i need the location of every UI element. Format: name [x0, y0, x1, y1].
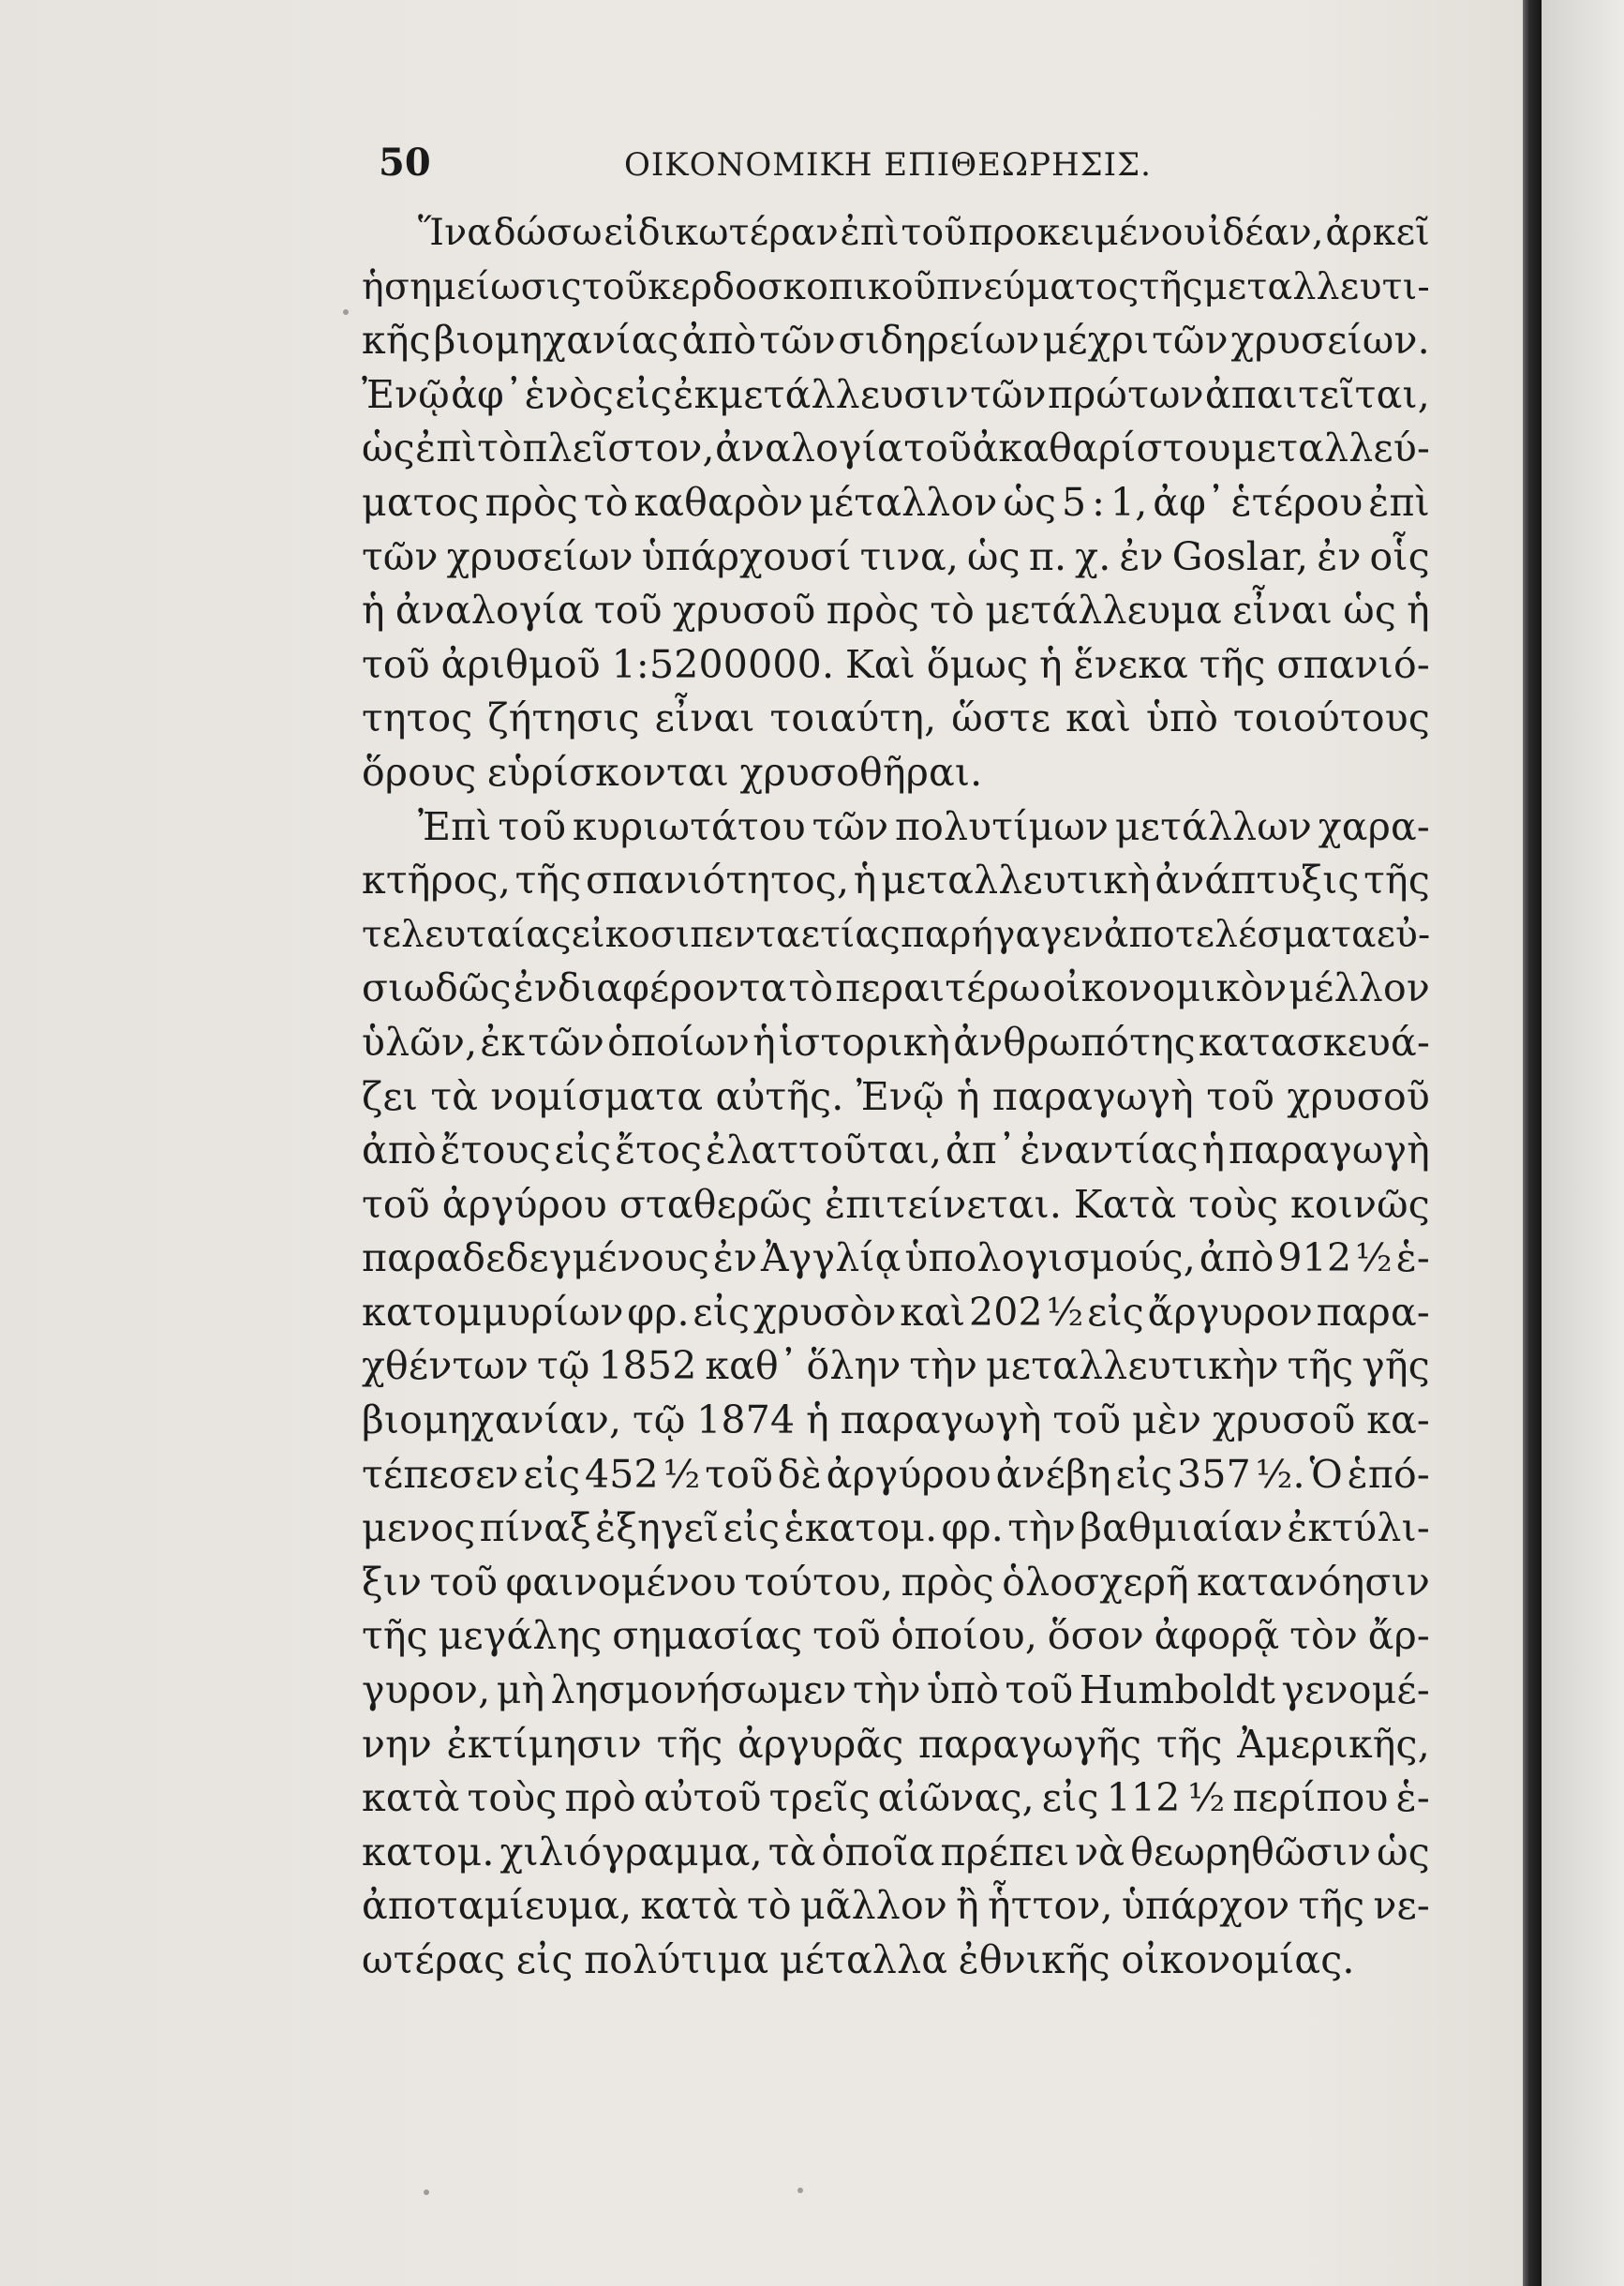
ink-speck — [343, 309, 349, 315]
text-line: κατὰ τοὺς πρὸ αὐτοῦ τρεῖς αἰῶνας, εἰς 112 ½ περίπου ἑ- — [362, 1775, 1430, 1821]
body-text — [362, 206, 1430, 1988]
text-line: βιομηχανίαν, τῷ 1874 ἡ παραγωγὴ τοῦ μὲν χρυσοῦ κα- — [362, 1397, 1430, 1443]
ink-speck — [424, 2189, 429, 2195]
text-line: παραδεδεγμένους ἐν Ἀγγλίᾳ ὑπολογισμούς, ἀπὸ 912 ½ ἑ- — [362, 1235, 1430, 1281]
ink-speck — [797, 2188, 803, 2193]
text-line: τῶν χρυσείων ὑπάρχουσί τινα, ὡς π. χ. ἐν Goslar, ἐν οἷς — [362, 533, 1430, 579]
text-line: γυρον, μὴ λησμονήσωμεν τὴν ὑπὸ τοῦ Humboldt γενομέ- — [362, 1667, 1430, 1713]
text-line: τοῦ ἀριθμοῦ 1:5200000. Καὶ ὅμως ἡ ἕνεκα τῆς σπανιό- — [362, 641, 1430, 687]
text-line: Ἵνα δώσω εἰδικωτέραν ἐπὶ τοῦ προκειμένου ἰδέαν, ἀρκεῖ — [418, 211, 1430, 254]
binding-gutter — [1523, 0, 1542, 2286]
text-line: τοῦ ἀργύρου σταθερῶς ἐπιτείνεται. Κατὰ τοὺς κοινῶς — [362, 1181, 1430, 1227]
text-line: ἀπὸ ἔτους εἰς ἔτος ἐλαττοῦται, ἀπ᾽ ἐναντίας ἡ παραγωγὴ — [362, 1128, 1430, 1173]
text-line: σιωδῶς ἐνδιαφέροντα τὸ περαιτέρω οἰκονομικὸν μέλλον — [362, 965, 1430, 1011]
text-line: τέπεσεν εἰς 452 ½ τοῦ δὲ ἀργύρου ἀνέβη εἰς 357 ½. Ὁ ἑπό- — [362, 1451, 1430, 1497]
text-line: ὅρους εὑρίσκονται χρυσοθῆραι. — [362, 749, 983, 795]
text-line: κῆς βιομηχανίας ἀπὸ τῶν σιδηρείων μέχρι τῶν χρυσείων. — [362, 318, 1430, 364]
text-line: ωτέρας εἰς πολύτιμα μέταλλα ἐθνικῆς οἰκονομίας. — [362, 1937, 1355, 1982]
text-line: ἡ σημείωσις τοῦ κερδοσκοπικοῦ πνεύματος τῆς μεταλλευτι- — [362, 264, 1430, 308]
running-head: ΟΙΚΟΝΟΜΙΚΗ ΕΠΙΘΕΩΡΗΣΙΣ. — [624, 146, 1152, 184]
scan-margin — [1542, 0, 1624, 2286]
text-line: χθέντων τῷ 1852 καθ᾽ ὅλην τὴν μεταλλευτικὴν τῆς γῆς — [362, 1343, 1430, 1389]
text-line: τελευταίας εἰκοσιπενταετίας παρήγαγεν ἀποτελέσματα εὐ- — [362, 913, 1431, 956]
text-line: κατομμυρίων φρ. εἰς χρυσὸν καὶ 202 ½ εἰς ἄργυρον παρα- — [362, 1289, 1430, 1335]
text-line: ἀποταμίευμα, κατὰ τὸ μᾶλλον ἢ ἧττον, ὑπάρχον τῆς νε- — [362, 1883, 1430, 1929]
text-line: τητος ζήτησις εἶναι τοιαύτη, ὥστε καὶ ὑπὸ τοιούτους — [362, 695, 1430, 741]
text-line: ἡ ἀναλογία τοῦ χρυσοῦ πρὸς τὸ μετάλλευμα εἶναι ὡς ἡ — [362, 588, 1430, 634]
text-line: ὡς ἐπὶ τὸ πλεῖστον, ἀναλογία τοῦ ἀκαθαρίστου μεταλλεύ- — [362, 426, 1430, 471]
text-line: ὑλῶν, ἐκ τῶν ὁποίων ἡ ἱστορικὴ ἀνθρωπότης κατασκευά- — [362, 1019, 1430, 1065]
text-line: ξιν τοῦ φαινομένου τούτου, πρὸς ὁλοσχερῆ κατανόησιν — [362, 1559, 1430, 1605]
text-line: τῆς μεγάλης σημασίας τοῦ ὁποίου, ὅσον ἀφορᾷ τὸν ἄρ- — [362, 1613, 1430, 1659]
text-line: νην ἐκτίμησιν τῆς ἀργυρᾶς παραγωγῆς τῆς Ἀμερικῆς, — [362, 1721, 1430, 1767]
text-line: κτῆρος, τῆς σπανιότητος, ἡ μεταλλευτικὴ ἀνάπτυξις τῆς — [362, 858, 1430, 904]
text-line: ματος πρὸς τὸ καθαρὸν μέταλλον ὡς 5 : 1, ἀφ᾽ ἑτέρου ἐπὶ — [362, 479, 1430, 525]
text-line: μενος πίναξ ἐξηγεῖ εἰς ἑκατομ. φρ. τὴν βαθμιαίαν ἐκτύλι- — [362, 1505, 1430, 1551]
page-header — [379, 141, 1400, 197]
text-line: ζει τὰ νομίσματα αὐτῆς. Ἐνῷ ἡ παραγωγὴ τοῦ χρυσοῦ — [362, 1073, 1430, 1119]
page-number: 50 — [379, 141, 431, 185]
text-line: Ἐπὶ τοῦ κυριωτάτου τῶν πολυτίμων μετάλλων χαρα- — [418, 803, 1430, 849]
text-line: Ἐνῷ ἀφ᾽ ἑνὸς εἰς ἐκμετάλλευσιν τῶν πρώτων ἀπαιτεῖται, — [362, 371, 1430, 417]
text-line: κατομ. χιλιόγραμμα, τὰ ὁποῖα πρέπει νὰ θεωρηθῶσιν ὡς — [362, 1829, 1430, 1875]
